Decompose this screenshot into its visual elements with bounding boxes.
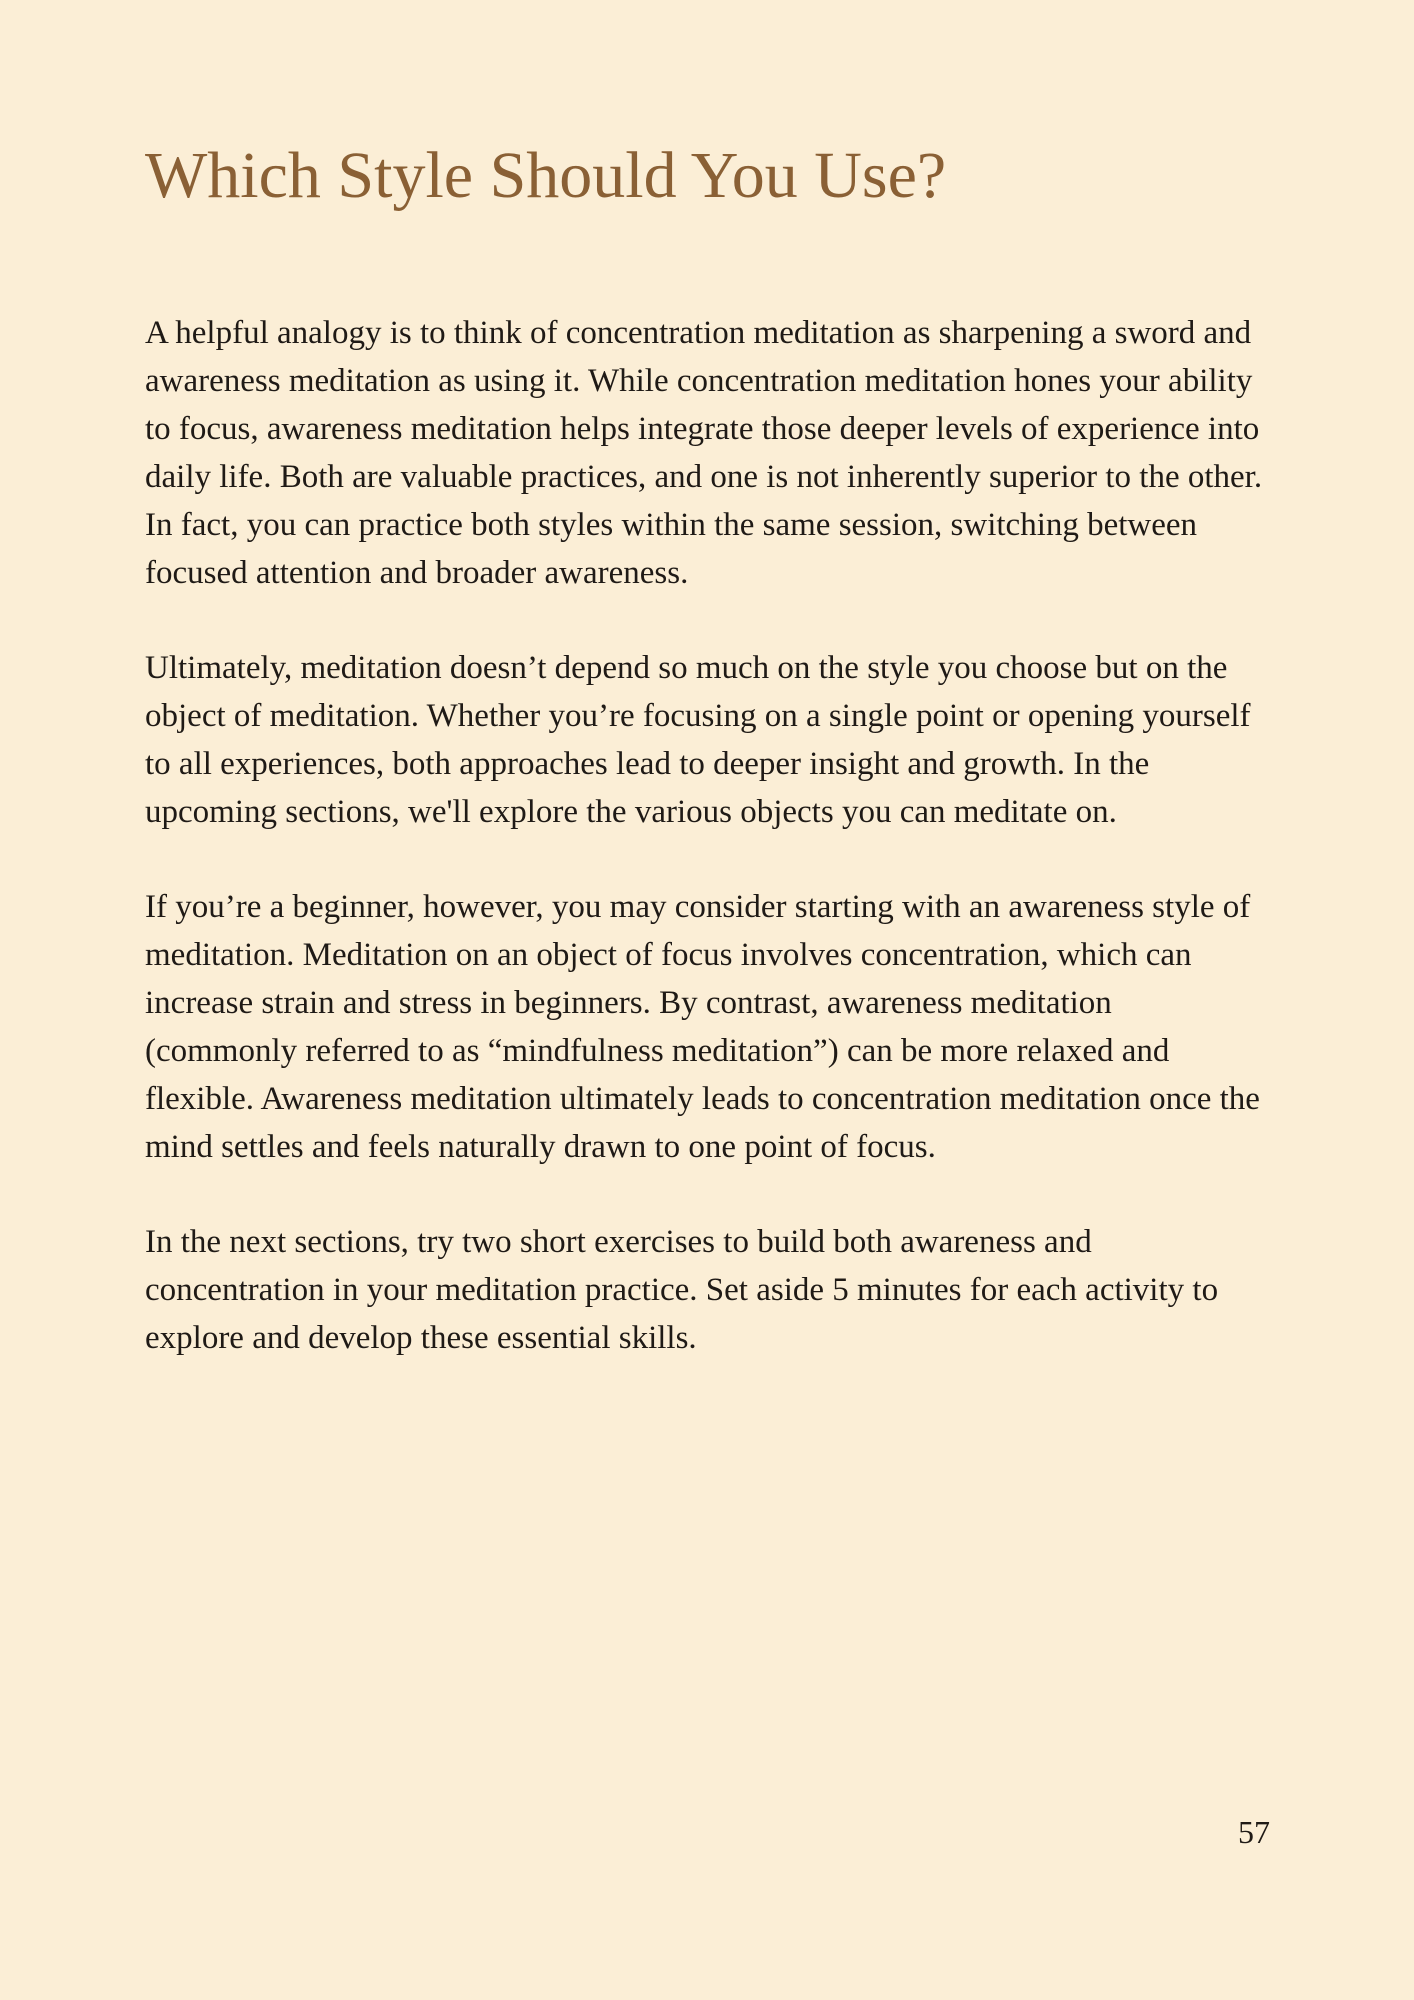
page-title: Which Style Should You Use? (145, 139, 947, 212)
page-number: 57 (1238, 1814, 1270, 1850)
paragraph-3: If you’re a beginner, however, you may consider starting with an awareness style of meditation. Meditation on an object of focus involves concentration, which can increase strain and stress in beginners. By contrast, awareness meditation (commonly referred to as “mindfulness meditation”) can be more relaxed and flexible. Awareness meditation ultimately leads to concentration meditation once the mind settles and feels naturally drawn to one point of focus. (145, 889, 1260, 1165)
paragraph-4: In the next sections, try two short exercises to build both awareness and concentration in your meditation practice. Set aside 5 minutes for each activity to explore and develop these essential skills. (145, 1224, 1219, 1356)
body-text (145, 309, 1270, 1409)
paragraph-1: A helpful analogy is to think of concentration meditation as sharpening a sword and awareness meditation as using it. While concentration meditation hones your ability to focus, awareness meditation helps integrate those deeper levels of experience into daily life. Both are valuable practices, and one is not inherently superior to the other. In fact, you can practice both styles within the same session, switching between focused attention and broader awareness. (145, 315, 1263, 591)
paragraph-2: Ultimately, meditation doesn’t depend so much on the style you choose but on the object of meditation. Whether you’re focusing on a single point or opening yourself to all experiences, both approaches lead to deeper insight and growth. In the upcoming sections, we'll explore the various objects you can meditate on. (145, 650, 1251, 830)
